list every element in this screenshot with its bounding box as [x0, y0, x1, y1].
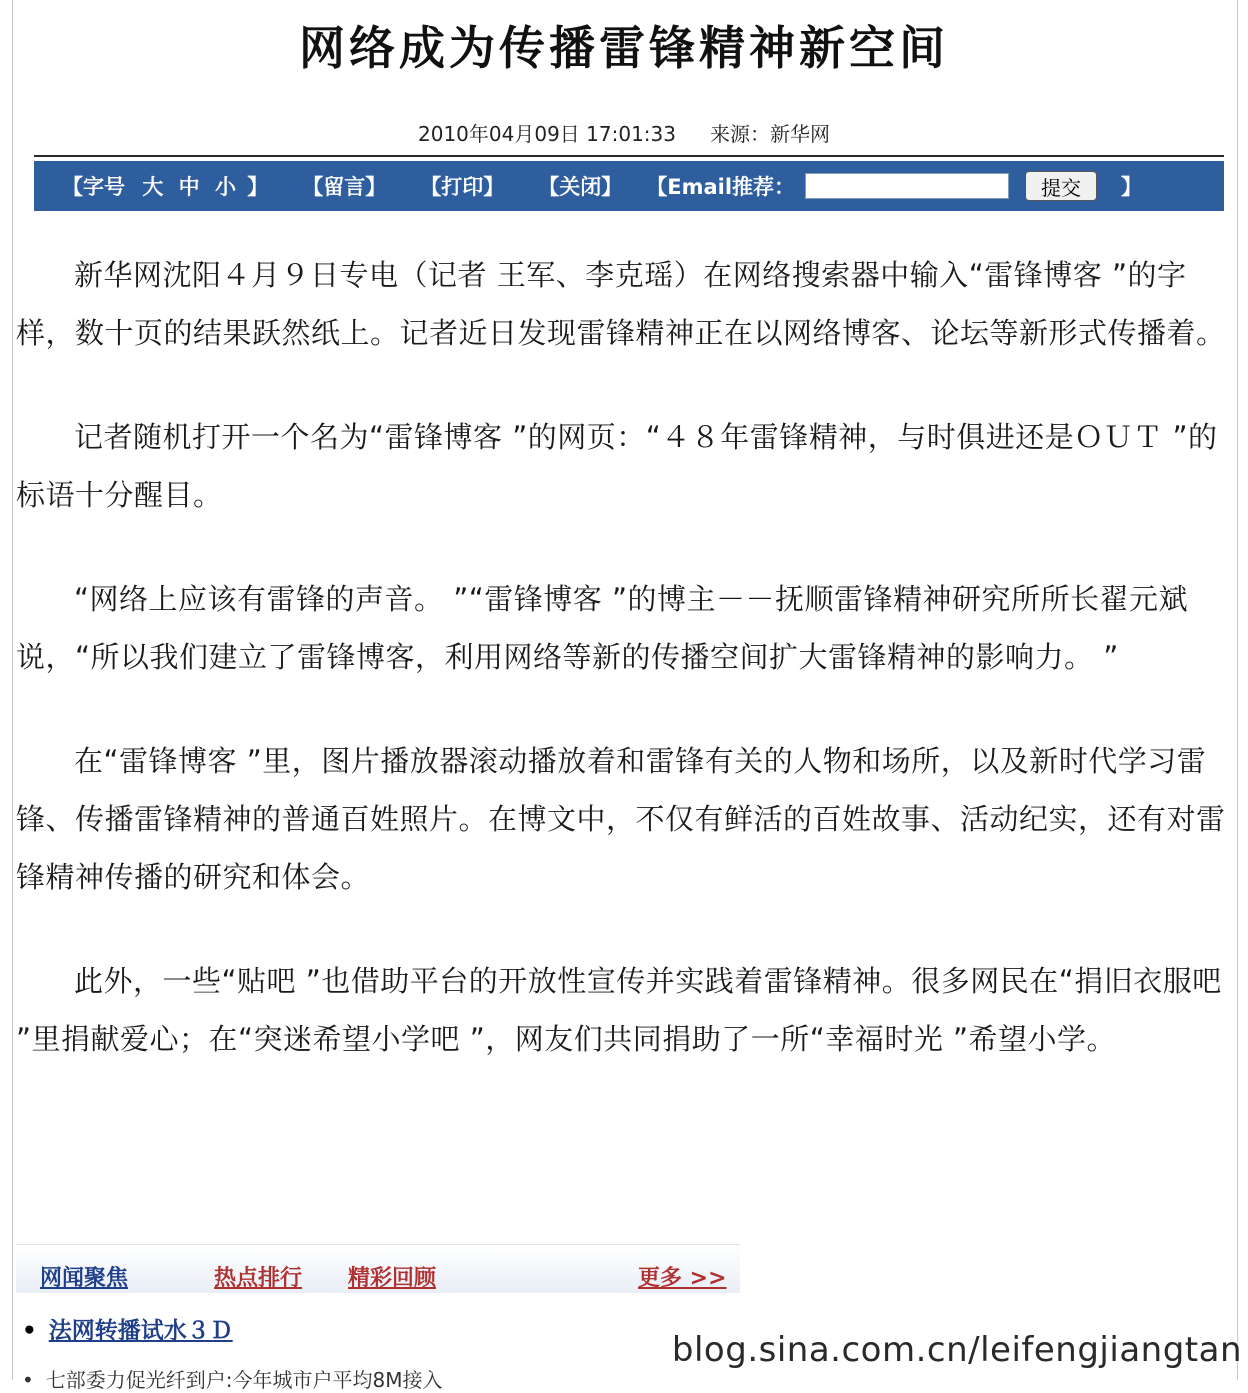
article-toolbar [34, 161, 1224, 211]
tab-hot-ranking[interactable]: 热点排行 [214, 1266, 303, 1291]
bullet-icon: • [22, 1318, 37, 1344]
article-title: 网络成为传播雷锋精神新空间 [299, 21, 949, 75]
font-size-control [62, 171, 268, 201]
font-size-label: 【字号 [62, 175, 125, 199]
more-link[interactable]: 更多 >> [638, 1266, 727, 1291]
article-body [16, 246, 1228, 1114]
comment-link[interactable]: 【留言】 [302, 175, 387, 199]
email-close-bracket: 】 [1121, 175, 1143, 199]
font-size-close-bracket: 】 [247, 175, 269, 199]
tab-news-focus[interactable]: 网闻聚焦 [40, 1266, 129, 1291]
headline-link[interactable]: 七部委力促光纤到户:今年城市户平均8M接入 [45, 1368, 443, 1392]
close-link[interactable]: 【关闭】 [538, 175, 623, 199]
tab-highlights-review[interactable]: 精彩回顾 [348, 1266, 437, 1291]
font-size-medium-button[interactable]: 中 [178, 175, 200, 199]
font-size-large-button[interactable]: 大 [142, 175, 164, 199]
bullet-icon: • [22, 1368, 34, 1392]
news-tabs [16, 1244, 740, 1293]
email-input[interactable] [805, 173, 1009, 199]
article-meta [0, 118, 1248, 147]
list-item [22, 1364, 443, 1393]
print-link[interactable]: 【打印】 [420, 175, 505, 199]
article-paragraph: 新华网沈阳４月９日专电（记者 王军、李克瑶）在网络搜索器中输入“雷锋博客 ”的字样，数十页的结果跃然纸上。记者近日发现雷锋精神正在以网络博客、论坛等新形式传播着。 [16, 258, 1226, 350]
email-recommend-label: 【Email推荐： [646, 175, 796, 199]
article-datetime: 2010年04月09日 17:01:33 [418, 122, 676, 146]
article-paragraph: 记者随机打开一个名为“雷锋博客 ”的网页：“４８年雷锋精神，与时俱进还是ＯＵＴ ”的标语十分醒目。 [16, 420, 1218, 512]
submit-button[interactable]: 提交 [1025, 171, 1097, 201]
headline-link[interactable]: 法网转播试水３Ｄ [48, 1318, 233, 1344]
blog-watermark: blog.sina.com.cn/leifengjiangtan [671, 1330, 1242, 1370]
font-size-small-button[interactable]: 小 [214, 175, 236, 199]
list-item [22, 1312, 233, 1345]
title-divider [34, 155, 1224, 157]
article-paragraph: 此外，一些“贴吧 ”也借助平台的开放性宣传并实践着雷锋精神。很多网民在“捐旧衣服吧 ”里捐献爱心；在“突迷希望小学吧 ”，网友们共同捐助了一所“幸福时光 ”希望小学。 [16, 964, 1222, 1056]
article-source: 来源：新华网 [709, 122, 830, 146]
article-paragraph: 在“雷锋博客 ”里，图片播放器滚动播放着和雷锋有关的人物和场所，以及新时代学习雷锋、传播雷锋精神的普通百姓照片。在博文中，不仅有鲜活的百姓故事、活动纪实，还有对雷锋精神传播的研究和体会。 [16, 744, 1226, 894]
article-paragraph: “网络上应该有雷锋的声音。 ”“雷锋博客 ”的博主－－抚顺雷锋精神研究所所长翟元斌说，“所以我们建立了雷锋博客，利用网络等新的传播空间扩大雷锋精神的影响力。 ” [16, 582, 1189, 674]
